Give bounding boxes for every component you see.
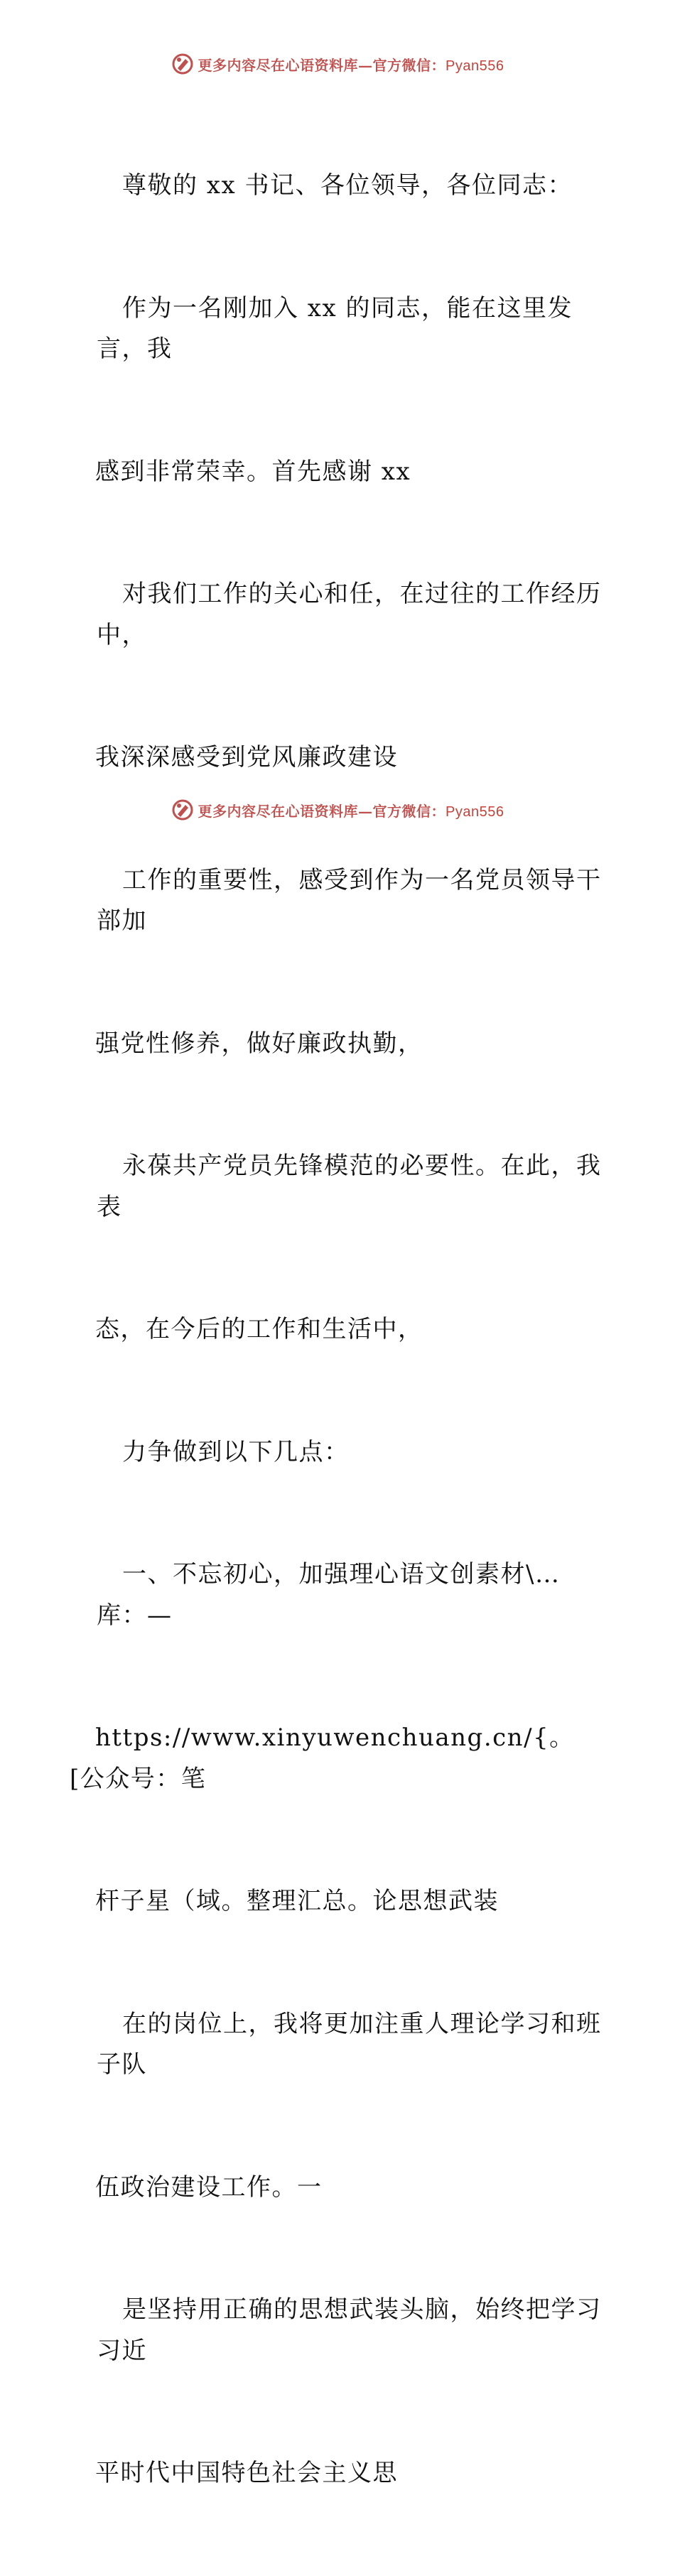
- text-line: 力争做到以下几点：: [122, 1437, 350, 1466]
- text-line: 对我们工作的关心和任，在过往的工作经历中，: [97, 580, 602, 649]
- header-banner-label: 更多内容尽在心语资料库—官方微信：: [198, 56, 446, 74]
- header-banner: [0, 50, 675, 78]
- document-text: [70, 84, 610, 2576]
- text-line: 态，在今后的工作和生活中，: [95, 1315, 423, 1343]
- header-banner-handle: Pyan556: [446, 58, 504, 74]
- text-line: 一、不忘初心，加强理心语文创素材\…库：—: [97, 1560, 561, 1630]
- document-body: [70, 84, 610, 2576]
- text-line: 作为一名刚加入 xx 的同志，能在这里发言，我: [97, 293, 573, 363]
- text-line: 感到非常荣幸。首先感谢 xx: [95, 457, 411, 486]
- footer-banner: [0, 796, 675, 824]
- footer-banner-label: 更多内容尽在心语资料库—官方微信：: [198, 802, 446, 820]
- text-line: 在的岗位上，我将更加注重人理论学习和班子队: [97, 2009, 602, 2079]
- footer-banner-text: [198, 800, 504, 821]
- text-line: 强党性修养，做好廉政执勤，: [95, 1029, 423, 1058]
- text-line: 伍政治建设工作。一: [95, 2172, 323, 2202]
- footer-banner-handle: Pyan556: [446, 803, 504, 820]
- header-banner-text: [198, 54, 504, 75]
- text-line: 平时代中国特色社会主义思: [95, 2459, 398, 2487]
- text-line: 杆子星（域。整理汇总。论思想武装: [95, 1887, 499, 1915]
- text-line: 永葆共产党员先锋模范的必要性。在此，我表: [97, 1152, 602, 1221]
- logo-icon: [171, 53, 194, 75]
- text-line: 尊敬的 xx 书记、各位领导，各位同志：: [122, 171, 573, 200]
- logo-icon: [171, 799, 194, 821]
- text-line: 是坚持用正确的思想武装头脑，始终把学习习近: [97, 2295, 602, 2365]
- text-line: 工作的重要性，感受到作为一名党员领导干部加: [97, 865, 602, 935]
- text-line: https://www.xinyuwenchuang.cn/{。[公众号：笔: [70, 1723, 575, 1793]
- text-line: 我深深感受到党风廉政建设: [95, 743, 398, 772]
